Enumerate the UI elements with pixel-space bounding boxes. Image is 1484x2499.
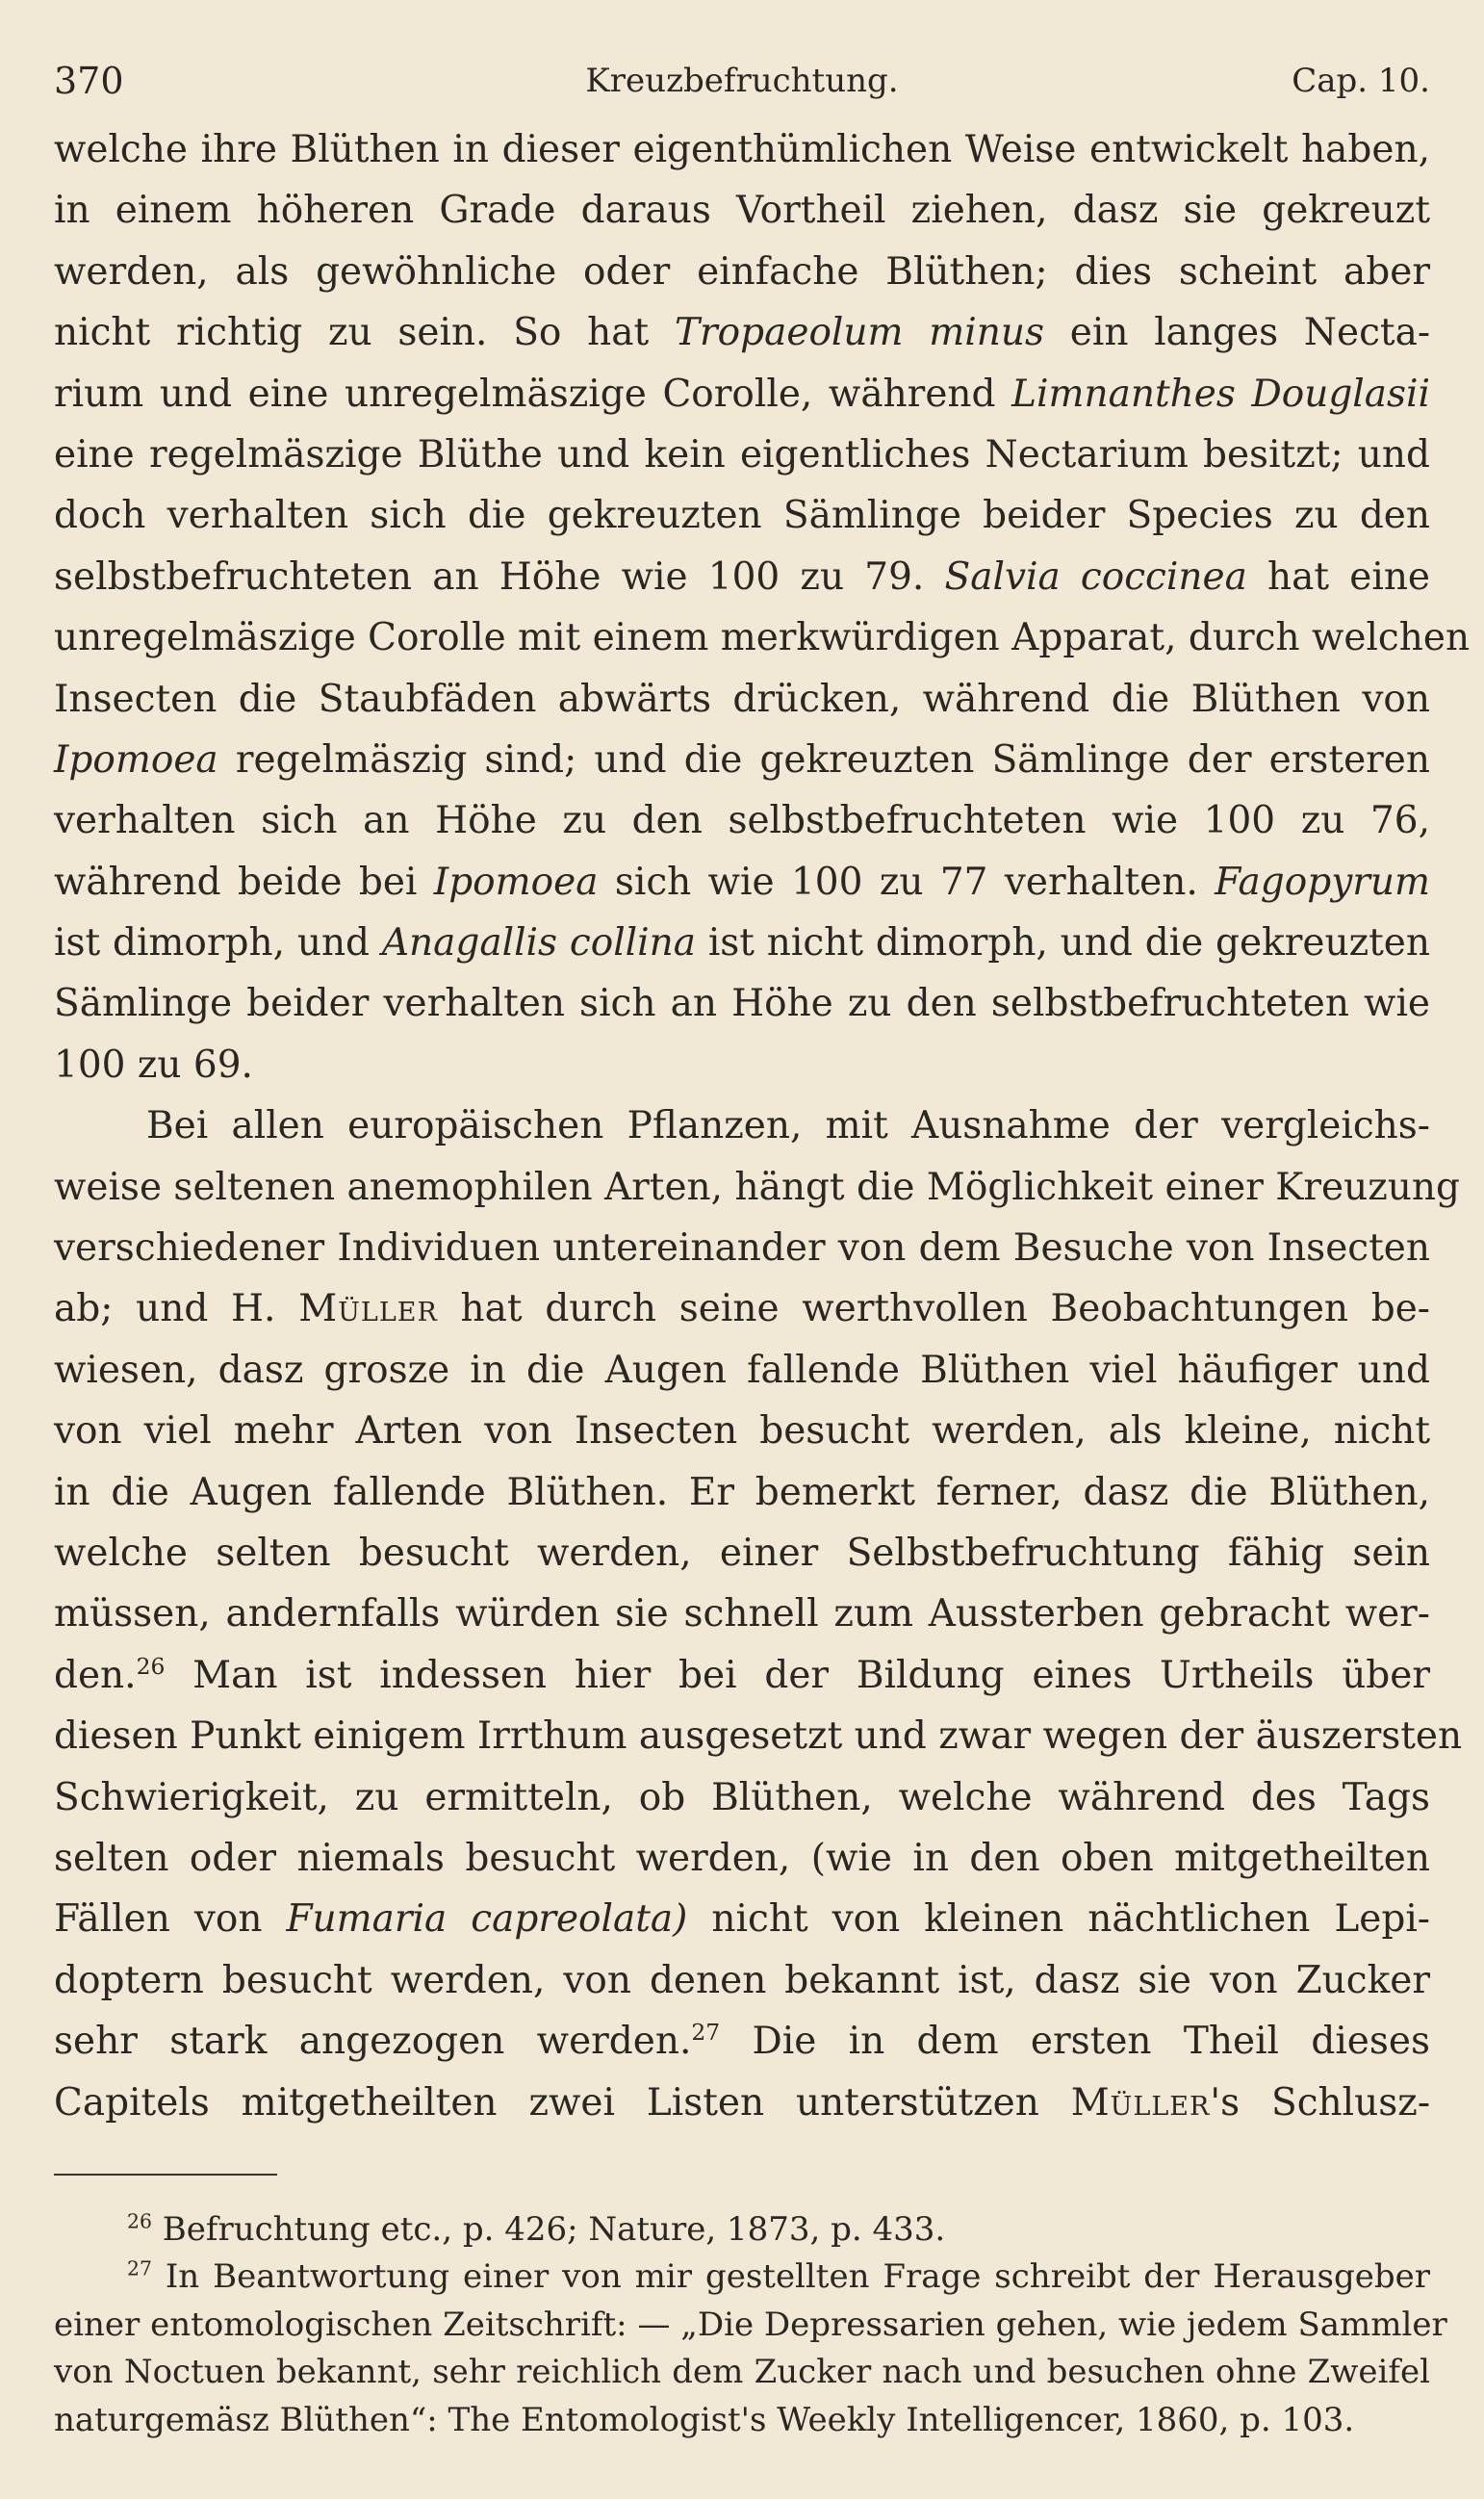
text-line: Bei allen europäischen Pflanzen, mit Ausnahme der vergleichs- xyxy=(146,1104,1430,1148)
text-line: selten oder niemals besucht werden, (wie in den oben mitgetheilten xyxy=(54,1836,1430,1880)
species-name: Tropaeolum minus xyxy=(675,311,1044,355)
footnote-divider xyxy=(54,2174,277,2176)
text-line: Sämlinge beider verhalten sich an Höhe zu den selbstbefruchteten wie xyxy=(54,982,1430,1026)
main-text xyxy=(54,119,1471,2133)
footnote-ref[interactable]: 26 xyxy=(136,1652,166,1680)
text-line: selbstbefruchteten an Höhe wie 100 zu 79. Salvia coccinea hat eine xyxy=(54,554,1431,599)
footnote-27: $^{27}$ In Beantwortung einer von mir gestellten Frage schreibt der Herausgeber xyxy=(127,2257,1430,2297)
author-name: Müller xyxy=(298,1287,438,1331)
text-line: in einem höheren Grade daraus Vortheil ziehen, dasz sie gekreuzt xyxy=(54,189,1430,233)
running-title: Kreuzbefruchtung. xyxy=(585,62,899,100)
page-number: 370 xyxy=(54,60,124,102)
paragraph-1 xyxy=(54,119,1471,1095)
text-line: weise seltenen anemophilen Arten, hängt die Möglichkeit einer Kreuzung xyxy=(54,1165,1460,1209)
footnotes xyxy=(54,2206,1447,2445)
footnote-line: einer entomologischen Zeitschrift: — „Die Depressarien gehen, wie jedem Sammler xyxy=(54,2305,1447,2344)
chapter-label: Cap. 10. xyxy=(1292,62,1430,100)
species-name: Fagopyrum xyxy=(1215,860,1430,904)
text-line: Schwierigkeit, zu ermitteln, ob Blüthen, welche während des Tags xyxy=(54,1775,1430,1819)
text-line: verschiedener Individuen untereinander von dem Besuche von Insecten xyxy=(54,1226,1430,1271)
book-page xyxy=(54,50,1471,2457)
species-name: Ipomoea xyxy=(54,737,218,782)
text-line: welche ihre Blüthen in dieser eigenthümlichen Weise entwickelt haben, xyxy=(54,128,1430,171)
text-line: Insecten die Staubfäden abwärts drücken, während die Blüthen von xyxy=(54,677,1430,721)
species-name: Fumaria capreolata) xyxy=(286,1897,688,1942)
author-name: Müller xyxy=(1070,2080,1211,2125)
text-line: werden, als gewöhnliche oder einfache Blüthen; dies scheint aber xyxy=(54,249,1430,294)
text-line: rium und eine unregelmäszige Corolle, während Limnanthes Douglasii xyxy=(54,372,1430,416)
text-line: nicht richtig zu sein. So hat Tropaeolum minus ein langes Necta- xyxy=(54,311,1431,355)
text-line: eine regelmäszige Blüthe und kein eigentliches Nectarium besitzt; und xyxy=(54,432,1430,477)
footnote-line: von Noctuen bekannt, sehr reichlich dem Zucker nach und besuchen ohne Zweifel xyxy=(54,2353,1430,2392)
text-line: doch verhalten sich die gekreuzten Sämlinge beider Species zu den xyxy=(54,494,1430,538)
text-line: 100 zu 69. xyxy=(54,1043,253,1087)
text-line: von viel mehr Arten von Insecten besucht werden, als kleine, nicht xyxy=(54,1409,1430,1454)
text-line: doptern besucht werden, von denen bekannt ist, dasz sie von Zucker xyxy=(54,1958,1430,2002)
text-line: welche selten besucht werden, einer Selbstbefruchtung fähig sein xyxy=(54,1531,1430,1575)
species-name: Limnanthes Douglasii xyxy=(1011,372,1430,416)
page-header xyxy=(54,50,1430,112)
text-line: wiesen, dasz grosze in die Augen fallende Blüthen viel häufiger und xyxy=(54,1348,1430,1392)
species-name: Anagallis collina xyxy=(381,921,696,966)
text-line: Ipomoea regelmäszig sind; und die gekreuzten Sämlinge der ersteren xyxy=(54,737,1430,782)
text-line: ab; und H. Müller hat durch seine werthvollen Beobachtungen be- xyxy=(54,1287,1430,1331)
footnote-number: 27 xyxy=(127,2257,152,2281)
text-line: während beide bei Ipomoea sich wie 100 zu 77 verhalten. Fagopyrum xyxy=(54,860,1430,904)
species-name: Ipomoea xyxy=(433,860,599,904)
text-line: in die Augen fallende Blüthen. Er bemerkt ferner, dasz die Blüthen, xyxy=(54,1470,1430,1514)
text-line: diesen Punkt einigem Irrthum ausgesetzt und zwar wegen der äuszersten xyxy=(54,1714,1463,1759)
text-line: verhalten sich an Höhe zu den selbstbefruchteten wie 100 zu 76, xyxy=(54,799,1430,843)
text-line: unregelmäszige Corolle mit einem merkwürdigen Apparat, durch welchen xyxy=(54,616,1471,660)
footnote-26: $^{26}$ Befruchtung etc., p. 426; Nature, 1873, p. 433. xyxy=(127,2209,946,2249)
text-line: sehr stark angezogen werden.$^{27}$ Die in dem ersten Theil dieses xyxy=(54,2019,1430,2064)
text-line: Fällen von Fumaria capreolata) nicht von kleinen nächtlichen Lepi- xyxy=(54,1897,1430,1942)
footnote-line: naturgemäsz Blüthen“: The Entomologist's Weekly Intelligencer, 1860, p. 103. xyxy=(54,2400,1355,2439)
text-line: Capitels mitgetheilten zwei Listen unterstützen Müller's Schlusz- xyxy=(54,2080,1430,2125)
text-line: müssen, andernfalls würden sie schnell zum Aussterben gebracht wer- xyxy=(54,1592,1430,1636)
text-line: ist dimorph, und Anagallis collina ist nicht dimorph, und die gekreuzten xyxy=(54,921,1430,966)
footnote-ref[interactable]: 27 xyxy=(691,2019,721,2047)
paragraph-2 xyxy=(54,1095,1463,2133)
text-line: den.$^{26}$ Man ist indessen hier bei der Bildung eines Urtheils über xyxy=(54,1652,1430,1697)
species-name: Salvia coccinea xyxy=(944,554,1247,599)
footnote-number: 26 xyxy=(127,2209,152,2233)
